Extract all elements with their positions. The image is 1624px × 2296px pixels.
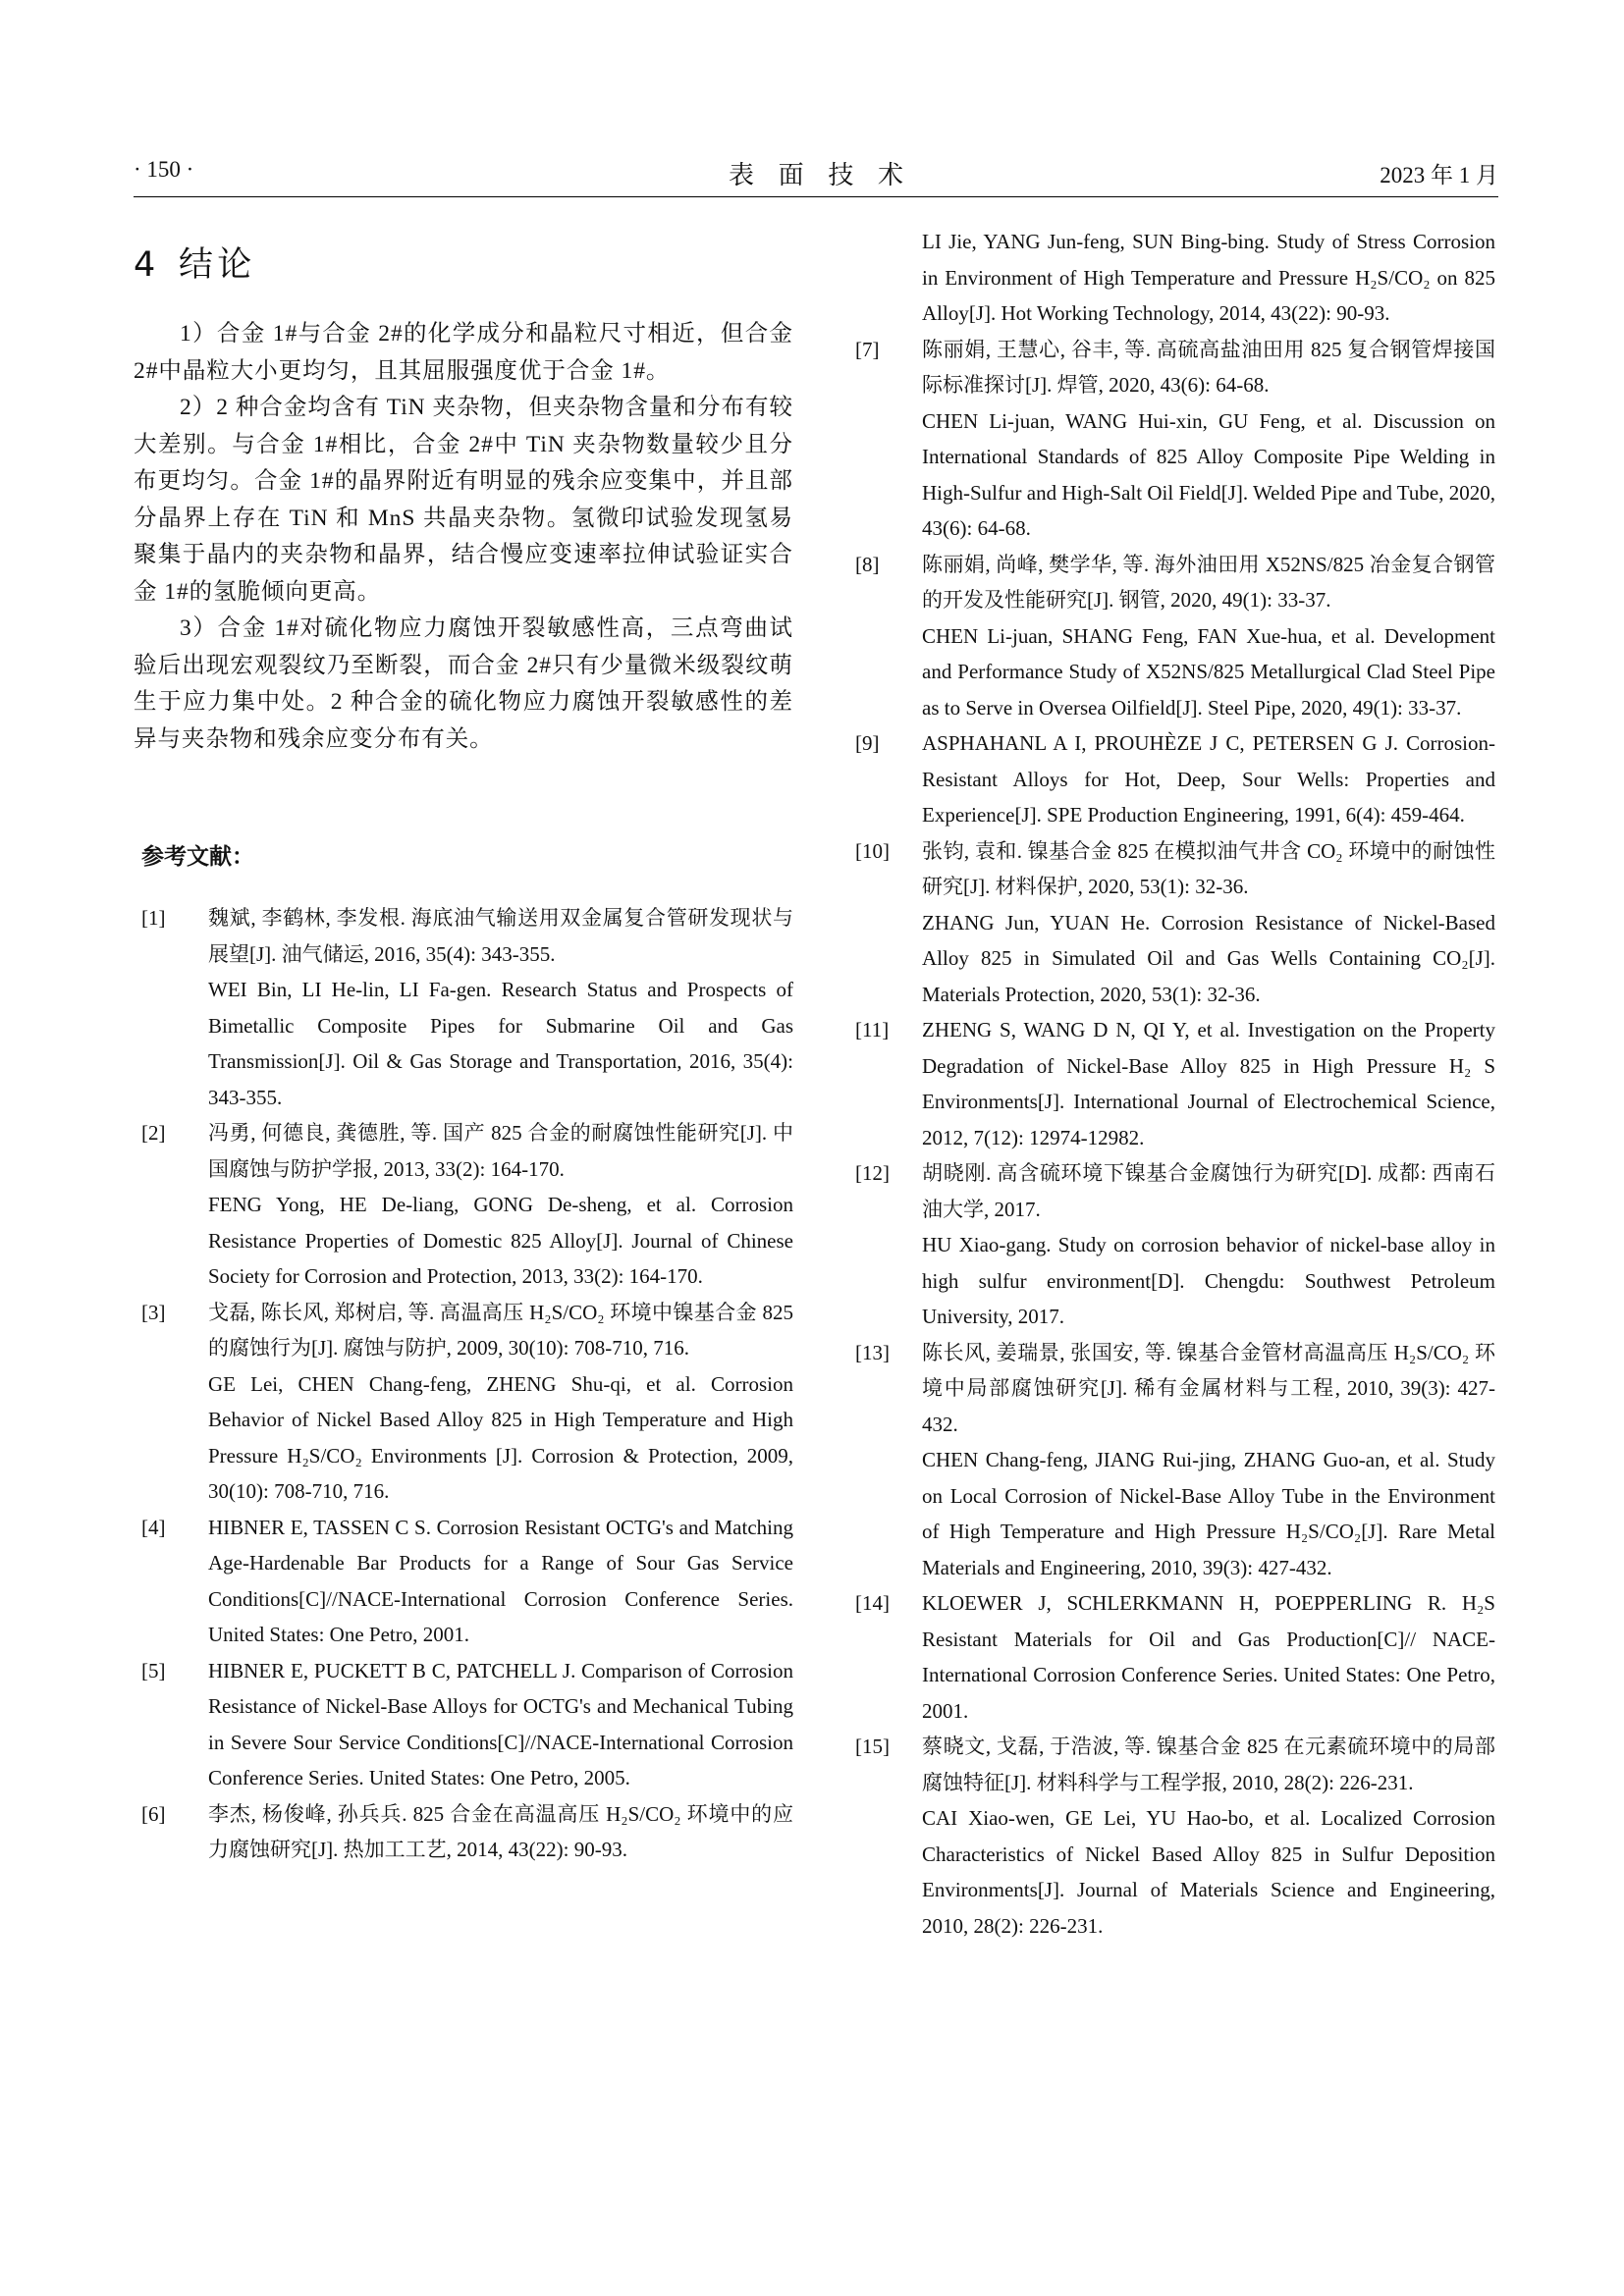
reference-text: ASPHAHANL A I, PROUHÈZE J C, PETERSEN G J. Corrosion-Resistant Alloys for Hot, Deep, Sour Wells: Properties and Experience[J]. SPE Production Engineering, 1991, 6(4): 459-464.: [922, 731, 1495, 827]
reference-number: [1]: [141, 906, 166, 930]
reference-number: [6]: [141, 1801, 166, 1826]
reference-text: CHEN Li-juan, WANG Hui-xin, GU Feng, et al. Discussion on International Standards of 825 Alloy Composite Pipe Welding in High-Sulfur and High-Salt Oil Field[J]. Welded Pipe and Tube, 2020, 43(6): 64-68.: [922, 408, 1495, 540]
reference-text: ZHENG S, WANG D N, QI Y, et al. Investigation on the Property Degradation of Nickel-Base Alloy 825 in High Pressure H₂ S Environments[J]. International Journal of Electrochemical Science, 2012, 7(12): 12974-12982.: [922, 1018, 1495, 1149]
reference-number: [11]: [855, 1018, 890, 1041]
reference-item: [847, 1335, 1495, 1586]
reference-text: LI Jie, YANG Jun-feng, SUN Bing-bing. Study of Stress Corrosion in Environment of High Temperature and Pressure H₂S/CO₂ on 825 Alloy[J]. Hot Working Technology, 2014, 43(22): 90-93.: [922, 230, 1495, 325]
reference-text: CAI Xiao-wen, GE Lei, YU Hao-bo, et al. Localized Corrosion Characteristics of Nickel Based Alloy 825 in Sulfur Deposition Environments[J]. Journal of Materials Science and Engineering, 2010, 28(2): 226-231.: [922, 1806, 1495, 1938]
reference-item: [847, 547, 1495, 726]
reference-text: 冯勇, 何德良, 龚德胜, 等. 国产 825 合金的耐腐蚀性能研究[J]. 中国腐蚀与防护学报, 2013, 33(2): 164-170.: [208, 1121, 793, 1181]
reference-number: [10]: [855, 838, 890, 863]
reference-text: 陈长风, 姜瑞景, 张国安, 等. 镍基合金管材高温高压 H₂S/CO₂ 环境中局部腐蚀研究[J]. 稀有金属材料与工程, 2010, 39(3): 427-432.: [922, 1340, 1495, 1436]
reference-item: [134, 900, 793, 1115]
section-heading: [134, 238, 793, 287]
reference-number: [12]: [855, 1161, 890, 1185]
reference-text: 李杰, 杨俊峰, 孙兵兵. 825 合金在高温高压 H₂S/CO₂ 环境中的应力腐蚀研究[J]. 热加工工艺, 2014, 43(22): 90-93.: [208, 1801, 793, 1861]
reference-continuation: [847, 224, 1495, 332]
journal-name: 表面技术: [728, 161, 928, 189]
right-column: [847, 224, 1495, 1944]
reference-item: [847, 725, 1495, 833]
section-title: 结论: [179, 245, 256, 285]
reference-number: [3]: [141, 1300, 166, 1324]
reference-item: [134, 1653, 793, 1796]
reference-number: [5]: [141, 1658, 166, 1682]
reference-item: [847, 332, 1495, 547]
reference-number: [2]: [141, 1121, 166, 1145]
issue-date: 2023 年 1 月: [1380, 163, 1498, 187]
reference-text: FENG Yong, HE De-liang, GONG De-sheng, et al. Corrosion Resistance Properties of Domestic 825 Alloy[J]. Journal of Chinese Society for Corrosion and Protection, 2013, 33(2): 164-170.: [208, 1193, 793, 1288]
left-column: [134, 224, 793, 1868]
reference-item: [134, 1295, 793, 1510]
reference-text: 戈磊, 陈长风, 郑树启, 等. 高温高压 H₂S/CO₂ 环境中镍基合金 825 的腐蚀行为[J]. 腐蚀与防护, 2009, 30(10): 708-710, 716.: [208, 1300, 793, 1360]
section-number: 4: [134, 245, 156, 285]
reference-item: [847, 1155, 1495, 1335]
page-number: · 150 ·: [134, 157, 194, 182]
reference-number: [4]: [141, 1515, 166, 1539]
conclusion-paragraph: 3）合金 1#对硫化物应力腐蚀开裂敏感性高，三点弯曲试验后出现宏观裂纹乃至断裂，而合金 2#只有少量微米级裂纹萌生于应力集中处。2 种合金的硫化物应力腐蚀开裂敏感性的差异与夹杂物和残余应变分布有关。: [134, 615, 793, 752]
reference-text: GE Lei, CHEN Chang-feng, ZHENG Shu-qi, et al. Corrosion Behavior of Nickel Based Alloy 825 in High Temperature and High Pressure H₂S/CO₂ Environments [J]. Corrosion & Protection, 2009, 30(10): 708-710, 716.: [208, 1371, 793, 1503]
reference-text: 陈丽娟, 王慧心, 谷丰, 等. 高硫高盐油田用 825 复合钢管焊接国际标准探讨[J]. 焊管, 2020, 43(6): 64-68.: [922, 337, 1495, 397]
reference-text: 蔡晓文, 戈磊, 于浩波, 等. 镍基合金 825 在元素硫环境中的局部腐蚀特征[J]. 材料科学与工程学报, 2010, 28(2): 226-231.: [922, 1735, 1495, 1794]
reference-number: [14]: [855, 1591, 890, 1615]
reference-text: HIBNER E, PUCKETT B C, PATCHELL J. Comparison of Corrosion Resistance of Nickel-Base Alloys for OCTG's and Mechanical Tubing in Severe Sour Service Conditions[C]//NACE-International Corrosion Conference Series. United States: One Petro, 2005.: [208, 1658, 793, 1789]
reference-item: [847, 1585, 1495, 1729]
reference-list-left: [134, 900, 793, 1868]
reference-text: 陈丽娟, 尚峰, 樊学华, 等. 海外油田用 X52NS/825 冶金复合钢管的开发及性能研究[J]. 钢管, 2020, 49(1): 33-37.: [922, 552, 1495, 612]
reference-item: [847, 1729, 1495, 1944]
references-heading: 参考文献：: [141, 844, 254, 870]
reference-text: HIBNER E, TASSEN C S. Corrosion Resistant OCTG's and Matching Age-Hardenable Bar Products for a Range of Sour Gas Service Conditions[C]//NACE-International Corrosion Conference Series. United States: One Petro, 2001.: [208, 1515, 793, 1646]
reference-number: [15]: [855, 1735, 890, 1758]
reference-list-right: [847, 332, 1495, 1945]
reference-text: ZHANG Jun, YUAN He. Corrosion Resistance of Nickel-Based Alloy 825 in Simulated Oil and Gas Wells Containing CO₂[J]. Materials Protection, 2020, 53(1): 32-36.: [922, 910, 1495, 1006]
reference-text: 张钧, 袁和. 镍基合金 825 在模拟油气井含 CO₂ 环境中的耐蚀性研究[J]. 材料保护, 2020, 53(1): 32-36.: [922, 838, 1495, 898]
reference-text: HU Xiao-gang. Study on corrosion behavior of nickel-base alloy in high sulfur environment[D]. Chengdu: Southwest Petroleum University, 2017.: [922, 1233, 1495, 1328]
conclusion-paragraph: 1）合金 1#与合金 2#的化学成分和晶粒尺寸相近，但合金 2#中晶粒大小更均匀，且其屈服强度优于合金 1#。: [134, 321, 793, 384]
conclusion-paragraph: 2）2 种合金均含有 TiN 夹杂物，但夹杂物含量和分布有较大差别。与合金 1#相比，合金 2#中 TiN 夹杂物数量较少且分布更均匀。合金 1#的晶界附近有明显的残余应变集中，并且部分晶界上存在 TiN 和 MnS 共晶夹杂物。氢微印试验发现氢易聚集于晶内的夹杂物和晶界，结合慢应变速率拉伸试验证实合金 1#的氢脆倾向更高。: [134, 395, 793, 605]
reference-number: [9]: [855, 731, 880, 755]
reference-text: 魏斌, 李鹤林, 李发根. 海底油气输送用双金属复合管研发现状与展望[J]. 油气储运, 2016, 35(4): 343-355.: [208, 906, 793, 966]
reference-text: CHEN Chang-feng, JIANG Rui-jing, ZHANG Guo-an, et al. Study on Local Corrosion of Nickel-Base Alloy Tube in the Environment of High Temperature and High Pressure H₂S/CO₂[J]. Rare Metal Materials and Engineering, 2010, 39(3): 427-432.: [922, 1448, 1495, 1579]
reference-text: CHEN Li-juan, SHANG Feng, FAN Xue-hua, et al. Development and Performance Study of X52NS/825 Metallurgical Clad Steel Pipe as to Serve in Oversea Oilfield[J]. Steel Pipe, 2020, 49(1): 33-37.: [922, 623, 1495, 720]
reference-item: [134, 1115, 793, 1295]
reference-item: [847, 833, 1495, 1013]
reference-text: 胡晓刚. 高含硫环境下镍基合金腐蚀行为研究[D]. 成都: 西南石油大学, 2017.: [922, 1161, 1495, 1221]
reference-number: [7]: [855, 337, 880, 361]
reference-number: [13]: [855, 1340, 890, 1364]
reference-number: [8]: [855, 552, 880, 576]
reference-item: [134, 1796, 793, 1868]
reference-item: [847, 1012, 1495, 1155]
reference-text: KLOEWER J, SCHLERKMANN H, POEPPERLING R. H₂S Resistant Materials for Oil and Gas Production[C]// NACE-International Corrosion Conference Series. United States: One Petro, 2001.: [922, 1591, 1495, 1723]
reference-text: WEI Bin, LI He-lin, LI Fa-gen. Research Status and Prospects of Bimetallic Composite Pipes for Submarine Oil and Gas Transmission[J]. Oil & Gas Storage and Transportation, 2016, 35(4): 343-355.: [208, 978, 793, 1109]
page-header: [134, 157, 1498, 197]
reference-item: [134, 1510, 793, 1653]
